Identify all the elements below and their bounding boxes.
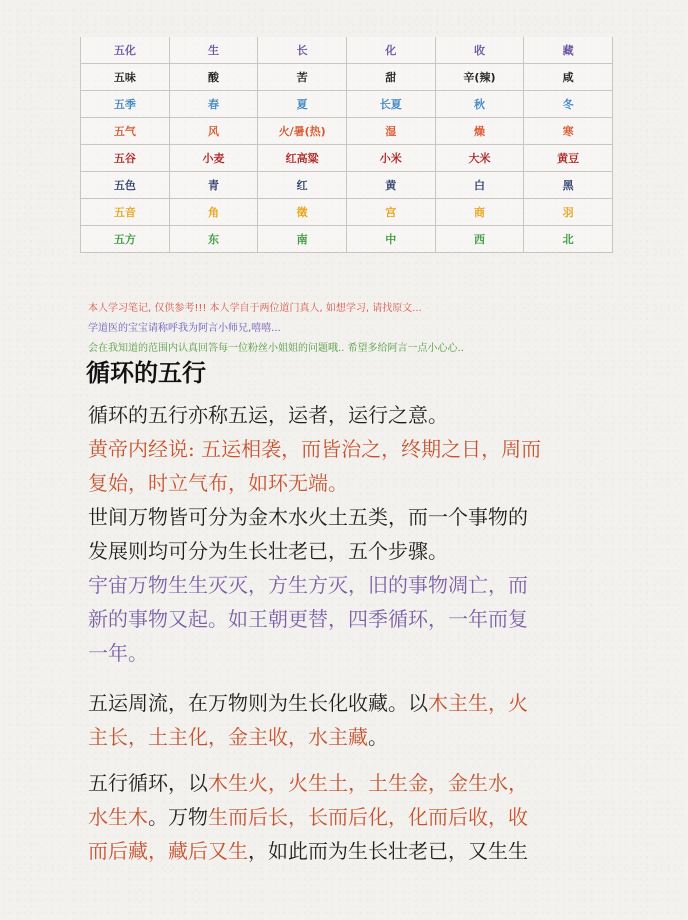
table-cell: 中	[346, 226, 435, 253]
table-cell: 辛(辣)	[435, 64, 524, 91]
table-cell: 小麦	[169, 145, 258, 172]
table-cell: 藏	[524, 37, 613, 64]
row-header-cell: 五化	[81, 37, 170, 64]
text-run: 五行循环，以	[88, 771, 208, 795]
text-run-highlight: 木生火，火生土，土生金，金生水，	[208, 771, 528, 795]
table-cell: 长夏	[346, 91, 435, 118]
text-line	[88, 686, 608, 720]
text-run-highlight: 木主生，火	[428, 691, 528, 715]
paragraph-neijing-quote	[88, 432, 608, 500]
table-row	[81, 64, 613, 91]
table-cell: 黄豆	[524, 145, 613, 172]
text-line: 宇宙万物生生灭灭，方生方灭，旧的事物凋亡，而	[88, 573, 528, 597]
note-line: 学道医的宝宝请称呼我为阿言小师兄,嘻嘻...	[88, 323, 281, 334]
text-line	[88, 720, 608, 754]
table-row	[81, 37, 613, 64]
row-header-cell: 五气	[81, 118, 170, 145]
table-cell: 大米	[435, 145, 524, 172]
table-cell: 青	[169, 172, 258, 199]
row-header-cell: 五方	[81, 226, 170, 253]
table-cell: 宫	[346, 199, 435, 226]
table-cell: 燥	[435, 118, 524, 145]
table-cell: 西	[435, 226, 524, 253]
table-cell: 夏	[258, 91, 347, 118]
text-line: 一年。	[88, 641, 148, 665]
row-header-cell: 五谷	[81, 145, 170, 172]
table-cell: 风	[169, 118, 258, 145]
table-cell: 黄	[346, 172, 435, 199]
text-run: 。	[368, 725, 388, 749]
table-row	[81, 199, 613, 226]
text-run-highlight: 主长，土主化，金主收，水主藏	[88, 725, 368, 749]
text-line: 循环的五行亦称五运，运者，运行之意。	[88, 403, 448, 427]
table-cell: 南	[258, 226, 347, 253]
table-cell: 徵	[258, 199, 347, 226]
table-cell: 北	[524, 226, 613, 253]
table-cell: 化	[346, 37, 435, 64]
table-row	[81, 91, 613, 118]
text-run-highlight: 而后藏，藏后又生	[88, 839, 248, 863]
paragraph-five-movements	[88, 686, 608, 754]
table-cell: 火/暑(热)	[258, 118, 347, 145]
paragraph-wuxing-classes	[88, 500, 608, 568]
table-cell: 收	[435, 37, 524, 64]
text-run-highlight: 生而后长，长而后化，化而后收，收	[208, 805, 528, 829]
note-line: 会在我知道的范围内认真回答每一位粉丝小姐姐的问题哦.. 希望多给阿言一点小心心..	[88, 343, 464, 354]
table-row	[81, 226, 613, 253]
table-cell: 商	[435, 199, 524, 226]
table-cell: 甜	[346, 64, 435, 91]
row-header-cell: 五季	[81, 91, 170, 118]
text-run: ，如此而为生长壮老已，又生生	[248, 839, 528, 863]
text-line	[88, 800, 608, 834]
table-cell: 春	[169, 91, 258, 118]
paragraph-generation-cycle	[88, 766, 608, 868]
text-line: 世间万物皆可分为金木水火土五类，而一个事物的	[88, 505, 528, 529]
table-cell: 生	[169, 37, 258, 64]
table-cell: 红高粱	[258, 145, 347, 172]
text-run-highlight: 水生木	[88, 805, 148, 829]
row-header-cell: 五色	[81, 172, 170, 199]
text-run: 五运周流，在万物则为生长化收藏。以	[88, 691, 428, 715]
table-cell: 羽	[524, 199, 613, 226]
table-cell: 酸	[169, 64, 258, 91]
text-line: 复始，时立气布，如环无端。	[88, 471, 348, 495]
row-header-cell: 五味	[81, 64, 170, 91]
row-header-cell: 五音	[81, 199, 170, 226]
table-cell: 秋	[435, 91, 524, 118]
text-line: 发展则均可分为生长壮老已，五个步骤。	[88, 539, 448, 563]
table-cell: 黑	[524, 172, 613, 199]
table-cell: 长	[258, 37, 347, 64]
table-cell: 小米	[346, 145, 435, 172]
section-title: 循环的五行	[86, 359, 206, 387]
paragraph-intro	[88, 398, 608, 432]
table-cell: 红	[258, 172, 347, 199]
table-row	[81, 172, 613, 199]
text-line	[88, 766, 608, 800]
five-phases-table	[80, 37, 613, 253]
text-run: 。万物	[148, 805, 208, 829]
text-line: 新的事物又起。如王朝更替，四季循环，一年而复	[88, 607, 528, 631]
table-cell: 白	[435, 172, 524, 199]
table-row	[81, 118, 613, 145]
table-cell: 咸	[524, 64, 613, 91]
table-cell: 寒	[524, 118, 613, 145]
table-cell: 东	[169, 226, 258, 253]
paragraph-cycle	[88, 568, 608, 670]
note-line: 本人学习笔记, 仅供参考!!! 本人学自于两位道门真人, 如想学习, 请找原文...	[88, 303, 422, 314]
text-line: 黄帝内经说: 五运相袭，而皆治之，终期之日，周而	[88, 437, 542, 461]
table-cell: 冬	[524, 91, 613, 118]
table-cell: 苦	[258, 64, 347, 91]
author-notes	[88, 299, 678, 359]
table-cell: 角	[169, 199, 258, 226]
text-line	[88, 834, 608, 868]
table-row	[81, 145, 613, 172]
table-cell: 湿	[346, 118, 435, 145]
